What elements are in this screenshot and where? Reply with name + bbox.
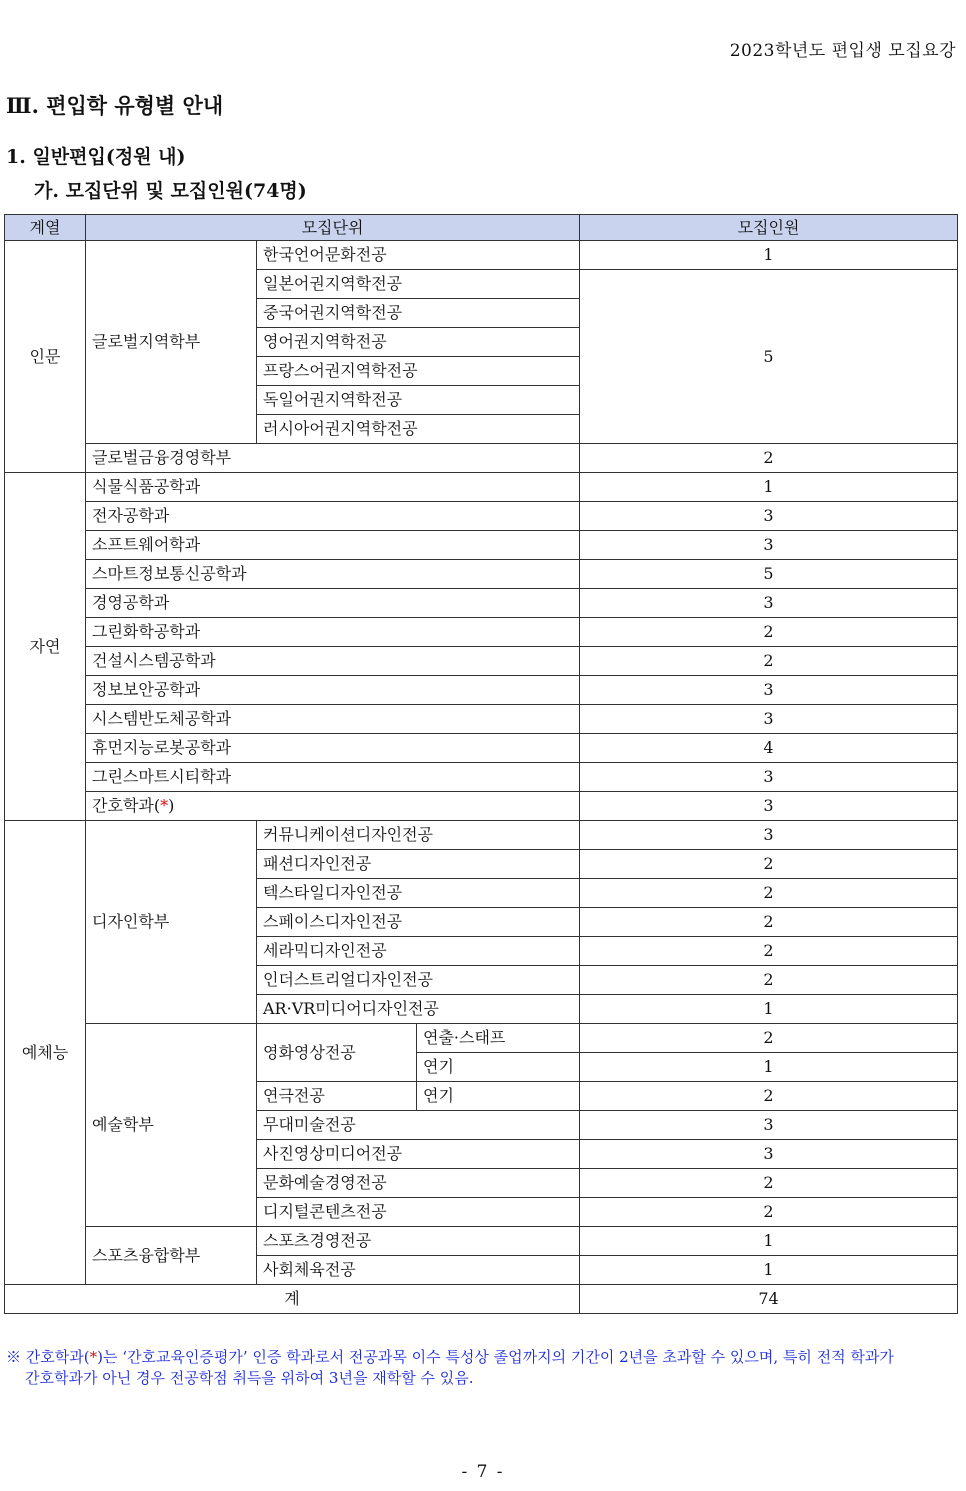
count-cell: 3 [580,792,958,821]
table-row [5,705,958,734]
dept-sports: 스포츠융합학부 [86,1227,257,1285]
table-row [5,1227,958,1256]
major-cell: 시스템반도체공학과 [86,705,580,734]
major-cell: 건설시스템공학과 [86,647,580,676]
count-cell: 2 [580,937,958,966]
table-row [5,763,958,792]
count-cell: 1 [580,995,958,1024]
count-cell: 3 [580,821,958,850]
count-cell: 3 [580,589,958,618]
count-cell: 2 [580,444,958,473]
table-row [5,1024,958,1053]
count-cell: 2 [580,1082,958,1111]
major-cell: 커뮤니케이션디자인전공 [257,821,580,850]
table-row [5,647,958,676]
dept-global-region: 글로벌지역학부 [86,241,257,444]
total-count: 74 [580,1285,958,1314]
count-cell: 2 [580,1169,958,1198]
table-header-row [5,215,958,241]
major-cell: 식물식품공학과 [86,473,580,502]
count-cell: 2 [580,647,958,676]
table-row [5,589,958,618]
header-group: 계열 [5,215,86,241]
major-cell: 전자공학과 [86,502,580,531]
count-cell: 2 [580,618,958,647]
major-cell: 한국언어문화전공 [257,241,580,270]
major-cell: 디지털콘텐츠전공 [257,1198,580,1227]
page-number: - 7 - [461,1462,505,1482]
major-cell: 그린화학공학과 [86,618,580,647]
count-cell: 3 [580,1111,958,1140]
count-cell: 3 [580,676,958,705]
major-cell: 사회체육전공 [257,1256,580,1285]
major-cell: 영어권지역학전공 [257,328,580,357]
count-cell: 2 [580,908,958,937]
dept-global-finance: 글로벌금융경영학부 [86,444,580,473]
dept-design: 디자인학부 [86,821,257,1024]
major-cell: 그린스마트시티학과 [86,763,580,792]
count-cell: 2 [580,966,958,995]
group-natural: 자연 [5,473,86,821]
major-cell: 인더스트리얼디자인전공 [257,966,580,995]
count-cell: 5 [580,560,958,589]
major-cell: AR·VR미디어디자인전공 [257,995,580,1024]
table-row [5,792,958,821]
count-cell: 1 [580,1227,958,1256]
subsection-subtitle: 가. 모집단위 및 모집인원(74명) [34,180,307,202]
major-cell: 문화예술경영전공 [257,1169,580,1198]
major-cell: 휴먼지능로봇공학과 [86,734,580,763]
count-cell: 4 [580,734,958,763]
major-cell: 러시아어권지역학전공 [257,415,580,444]
group-arts: 예체능 [5,821,86,1285]
footnote-line2: 간호학과가 아닌 경우 전공학점 취득을 위하여 3년을 재학할 수 있음. [25,1369,474,1387]
major-cell: 일본어권지역학전공 [257,270,580,299]
footnote-asterisk: * [89,1348,98,1366]
table-row [5,618,958,647]
count-cell: 3 [580,531,958,560]
header-unit: 모집단위 [86,215,580,241]
footnote [6,1347,956,1389]
section-title: Ⅲ. 편입학 유형별 안내 [6,93,224,118]
major-cell: 정보보안공학과 [86,676,580,705]
major-cell: 패션디자인전공 [257,850,580,879]
footnote-line1: )는 ‘간호교육인증평가’ 인증 학과로서 전공과목 이수 특성상 졸업까지의 기간이 2년을 초과할 수 있으며, 특히 전적 학과가 [97,1348,894,1366]
table-row [5,241,958,270]
count-cell: 1 [580,1053,958,1082]
major-cell: 경영공학과 [86,589,580,618]
major-cell: 스마트정보통신공학과 [86,560,580,589]
count-cell: 1 [580,473,958,502]
total-row [5,1285,958,1314]
table-row [5,734,958,763]
track-cell: 연기 [417,1082,580,1111]
dept-art: 예술학부 [86,1024,257,1227]
table-row [5,444,958,473]
major-cell: 세라믹디자인전공 [257,937,580,966]
major-cell: 사진영상미디어전공 [257,1140,580,1169]
major-cell: 텍스타일디자인전공 [257,879,580,908]
major-cell: 중국어권지역학전공 [257,299,580,328]
track-cell: 연출·스태프 [417,1024,580,1053]
count-cell: 2 [580,1024,958,1053]
table-row [5,676,958,705]
table-row [5,821,958,850]
count-cell: 3 [580,502,958,531]
subsection-title: 1. 일반편입(정원 내) [6,146,186,168]
count-cell: 3 [580,1140,958,1169]
major-cell-nursing [86,792,580,821]
nursing-asterisk: * [160,796,169,815]
track-cell: 연기 [417,1053,580,1082]
major-cell: 무대미술전공 [257,1111,580,1140]
major-cell: 스포츠경영전공 [257,1227,580,1256]
count-cell: 3 [580,763,958,792]
count-cell: 2 [580,1198,958,1227]
table-row [5,473,958,502]
major-cell: 독일어권지역학전공 [257,386,580,415]
count-cell: 3 [580,705,958,734]
nursing-label: 간호학과( [92,796,161,815]
count-cell: 1 [580,1256,958,1285]
group-humanities: 인문 [5,241,86,473]
count-cell: 1 [580,241,958,270]
recruitment-table [4,214,958,1314]
count-cell: 2 [580,879,958,908]
major-cell: 소프트웨어학과 [86,531,580,560]
table-row [5,531,958,560]
count-cell: 5 [580,270,958,444]
major-cell: 프랑스어권지역학전공 [257,357,580,386]
major-cell: 연극전공 [257,1082,417,1111]
count-cell: 2 [580,850,958,879]
nursing-close: ) [168,796,175,815]
major-cell: 영화영상전공 [257,1024,417,1082]
header-count: 모집인원 [580,215,958,241]
table-row [5,560,958,589]
table-row [5,502,958,531]
major-cell: 스페이스디자인전공 [257,908,580,937]
document-header: 2023학년도 편입생 모집요강 [729,41,956,61]
footnote-mark: ※ 간호학과( [6,1348,90,1366]
total-label: 계 [5,1285,580,1314]
